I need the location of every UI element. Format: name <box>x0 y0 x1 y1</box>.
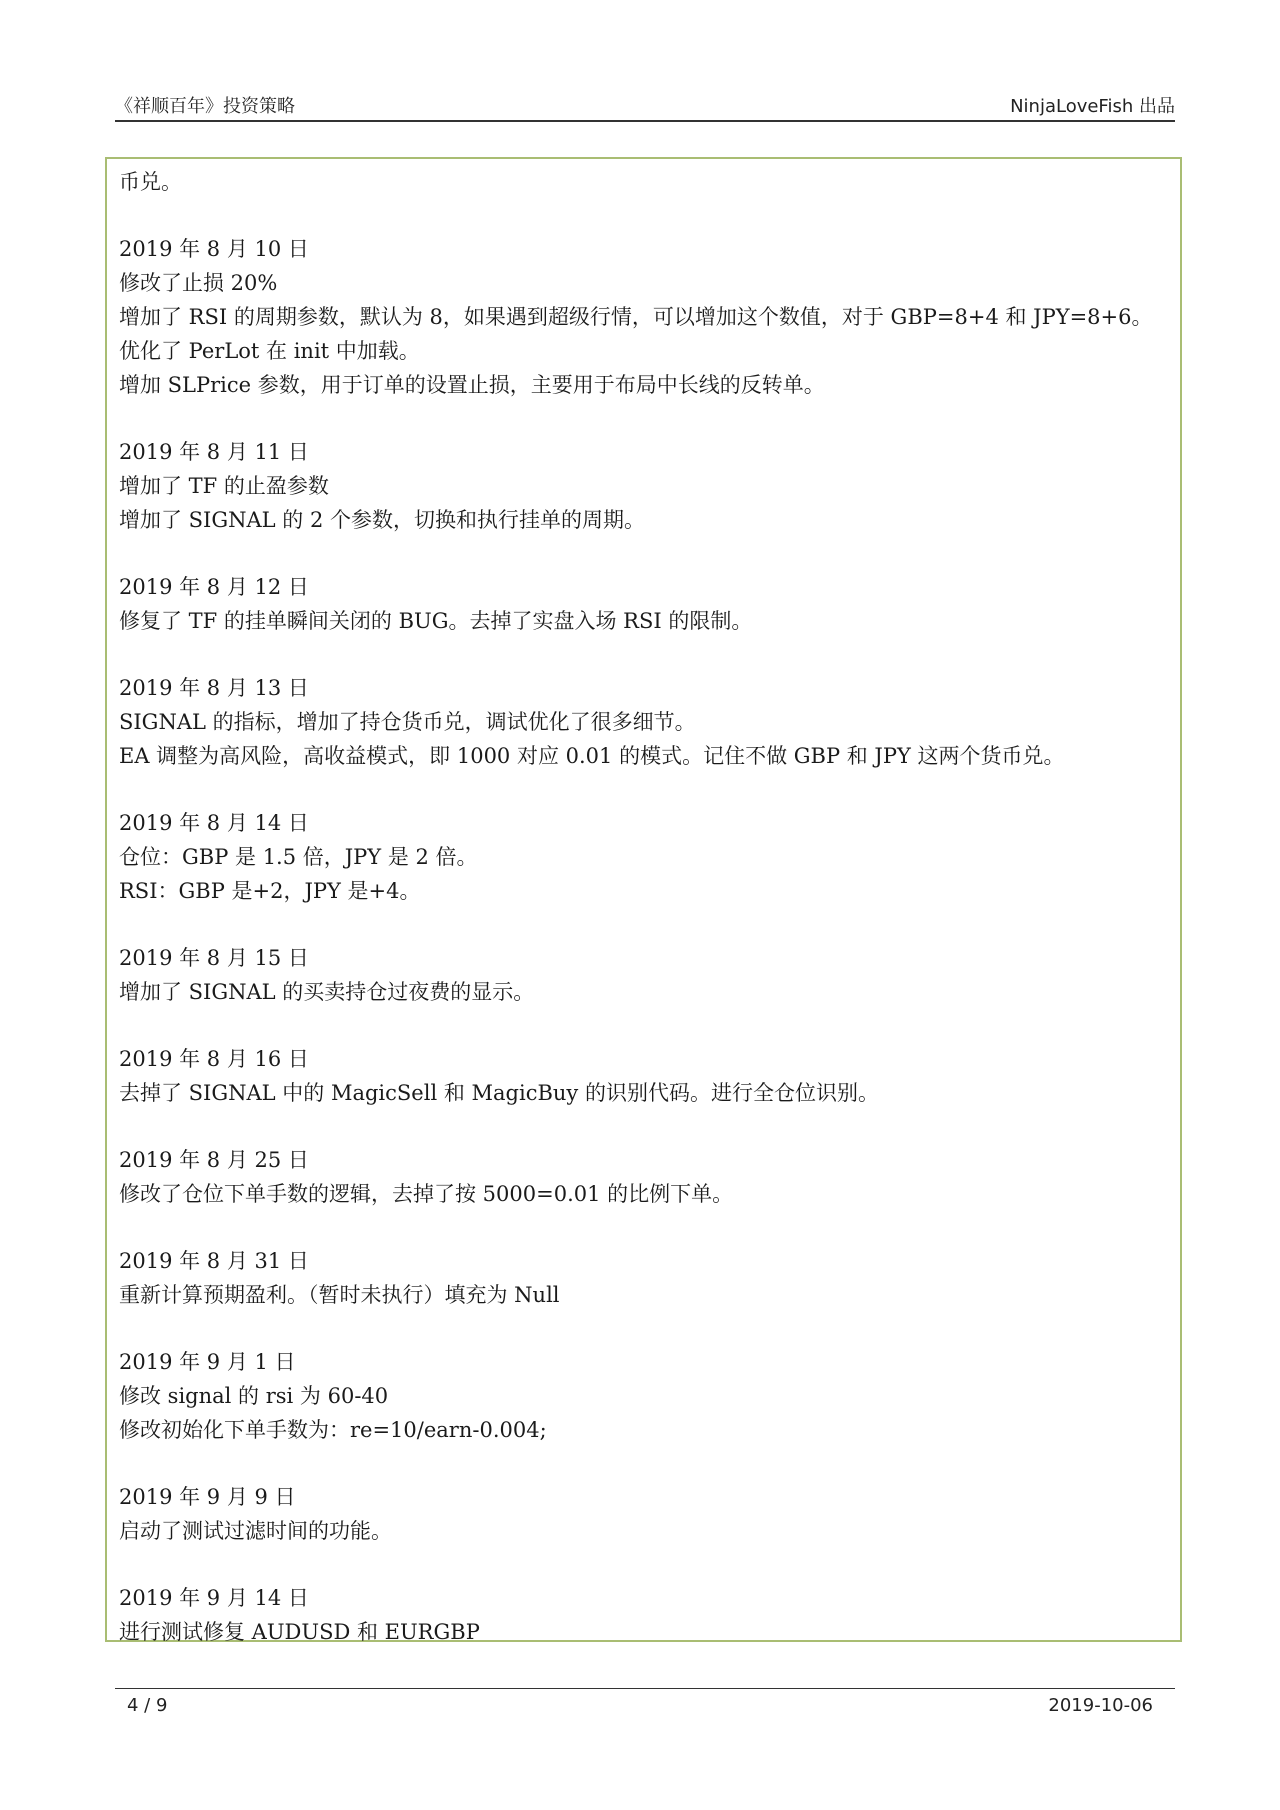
entry-line: SIGNAL 的指标，增加了持仓货币兑，调试优化了很多细节。 <box>119 710 696 734</box>
intro-line: 币兑。 <box>119 170 182 194</box>
entry-spacer <box>119 1447 1180 1480</box>
entry-line: 增加了 SIGNAL 的买卖持仓过夜费的显示。 <box>119 980 535 1004</box>
entry-line: 修改了仓位下单手数的逻辑，去掉了按 5000=0.01 的比例下单。 <box>119 1182 734 1206</box>
entry-spacer <box>119 773 1180 806</box>
entry-date: 2019 年 8 月 31 日 <box>119 1249 309 1273</box>
changelog-box <box>105 157 1182 1642</box>
entry-line: 增加了 RSI 的周期参数，默认为 8，如果遇到超级行情，可以增加这个数值，对于 GBP=8+4 和 JPY=8+6。 <box>119 305 1153 329</box>
entry-date: 2019 年 9 月 14 日 <box>119 1586 309 1610</box>
entry-line: 优化了 PerLot 在 init 中加载。 <box>119 339 420 363</box>
entry-line: 增加了 SIGNAL 的 2 个参数，切换和执行挂单的周期。 <box>119 508 646 532</box>
entry-line: 重新计算预期盈利。（暂时未执行）填充为 Null <box>119 1283 560 1307</box>
entry-line: 修改 signal 的 rsi 为 60-40 <box>119 1384 389 1408</box>
entry-spacer <box>119 1211 1180 1244</box>
entry-spacer <box>119 1009 1180 1042</box>
entry-line: RSI：GBP 是+2，JPY 是+4。 <box>119 879 421 903</box>
entry-spacer <box>119 402 1180 435</box>
entry-spacer <box>119 1548 1180 1581</box>
entry-date: 2019 年 8 月 16 日 <box>119 1047 309 1071</box>
entry-date: 2019 年 9 月 9 日 <box>119 1485 296 1509</box>
publisher-label: NinjaLoveFish 出品 <box>1010 96 1175 117</box>
entry-spacer <box>119 537 1180 570</box>
entry-line: 增加了 TF 的止盈参数 <box>119 474 329 498</box>
entry-line: 仓位：GBP 是 1.5 倍，JPY 是 2 倍。 <box>119 845 478 869</box>
entry-date: 2019 年 8 月 11 日 <box>119 440 309 464</box>
entry-date: 2019 年 8 月 14 日 <box>119 811 309 835</box>
entry-date: 2019 年 9 月 1 日 <box>119 1350 296 1374</box>
entry-line: 进行测试修复 AUDUSD 和 EURGBP <box>119 1620 480 1644</box>
changelog-entries <box>119 199 1180 1649</box>
document-date: 2019-10-06 <box>1048 1695 1153 1716</box>
entry-spacer <box>119 1110 1180 1143</box>
entry-line: 去掉了 SIGNAL 中的 MagicSell 和 MagicBuy 的识别代码。进行全仓位识别。 <box>119 1081 879 1105</box>
entry-line: 修改了止损 20% <box>119 271 278 295</box>
page-header <box>115 92 1175 122</box>
entry-date: 2019 年 8 月 10 日 <box>119 237 309 261</box>
page-footer <box>115 1688 1175 1721</box>
entry-line: 修改初始化下单手数为：re=10/earn-0.004; <box>119 1418 547 1442</box>
entry-line: 修复了 TF 的挂单瞬间关闭的 BUG。去掉了实盘入场 RSI 的限制。 <box>119 609 753 633</box>
entry-date: 2019 年 8 月 13 日 <box>119 676 309 700</box>
document-title: 《祥顺百年》投资策略 <box>115 96 295 117</box>
entry-date: 2019 年 8 月 15 日 <box>119 946 309 970</box>
entry-spacer <box>119 908 1180 941</box>
entry-line: 启动了测试过滤时间的功能。 <box>119 1519 392 1543</box>
entry-spacer <box>119 199 1180 232</box>
entry-date: 2019 年 8 月 12 日 <box>119 575 309 599</box>
page-number: 4 / 9 <box>127 1695 168 1716</box>
entry-spacer <box>119 1312 1180 1345</box>
entry-date: 2019 年 8 月 25 日 <box>119 1148 309 1172</box>
entry-spacer <box>119 638 1180 671</box>
entry-line: 增加 SLPrice 参数，用于订单的设置止损，主要用于布局中长线的反转单。 <box>119 373 825 397</box>
entry-line: EA 调整为高风险，高收益模式，即 1000 对应 0.01 的模式。记住不做 GBP 和 JPY 这两个货币兑。 <box>119 744 1065 768</box>
